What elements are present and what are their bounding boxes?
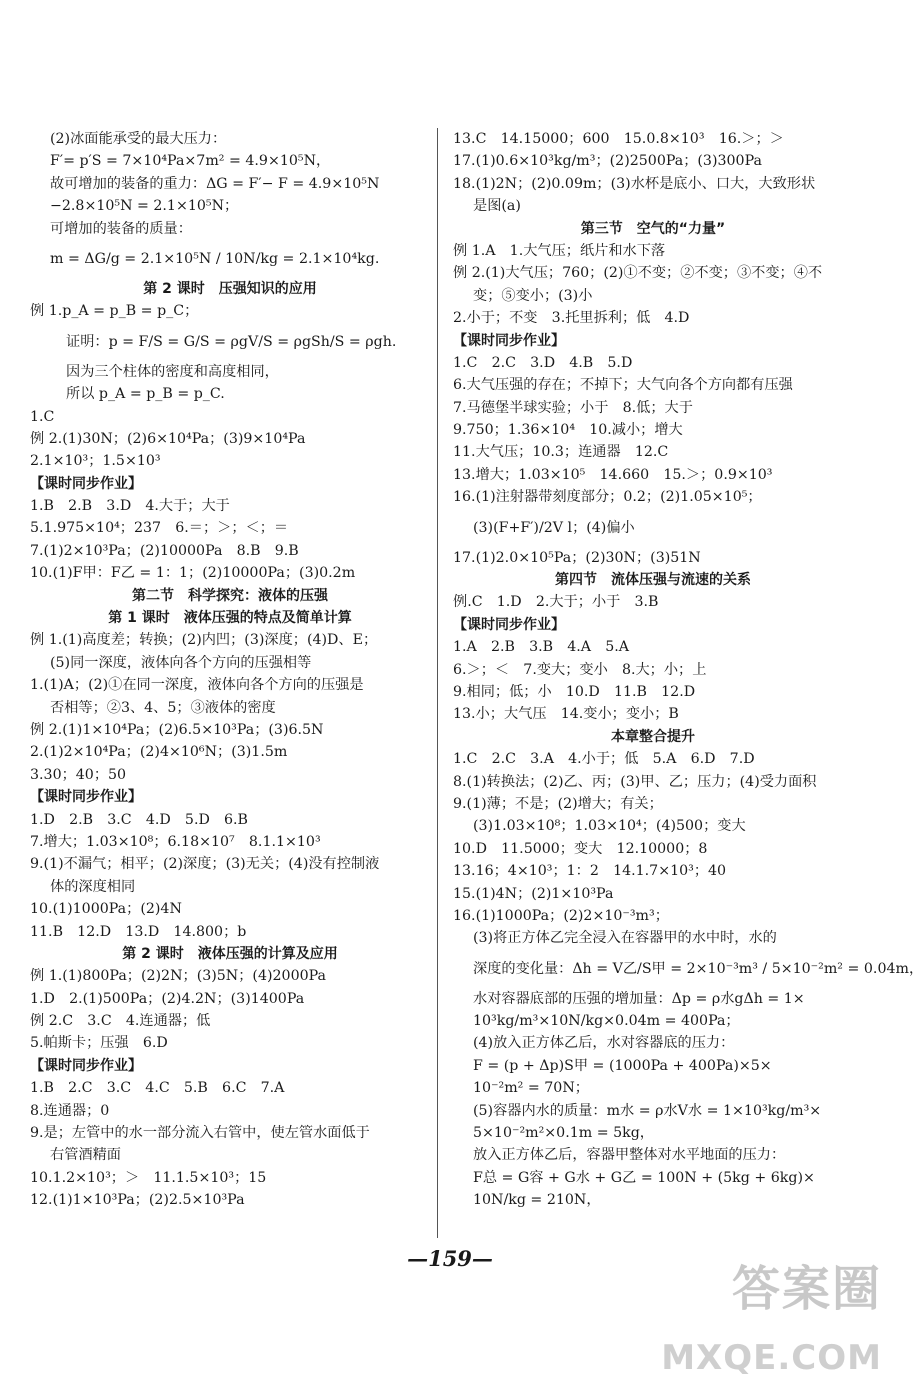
text-line: 变；⑤变小；(3)小 — [473, 287, 593, 304]
left-column — [30, 128, 430, 1212]
text-line: 例.C 1.D 2.大于；小于 3.B — [453, 594, 659, 611]
text-line: 水对容器底部的压强的增加量：Δp = ρ水gΔh = 1× — [473, 990, 805, 1007]
text-line: 11.大气压；10.3；连通器 12.C — [453, 444, 669, 461]
text-line: 2.1×10³；1.5×10³ — [30, 453, 161, 470]
text-line: (3)1.03×10⁸；1.03×10⁴；(4)500；变大 — [473, 818, 746, 835]
text-line: 5×10⁻²m²×0.1m = 5kg， — [473, 1125, 654, 1142]
section-heading: 第二节 科学探究：液体的压强 — [132, 587, 328, 604]
section-heading: 第 1 课时 液体压强的特点及简单计算 — [108, 610, 352, 627]
text-line: 因为三个柱体的密度和高度相同， — [66, 363, 279, 380]
text-line: 否相等；②3、4、5；③液体的密度 — [50, 699, 276, 716]
text-line: 1.C 2.C 3.A 4.小于；低 5.A 6.D 7.D — [453, 751, 755, 768]
text-line: (4)放入正方体乙后，水对容器底的压力： — [473, 1035, 735, 1052]
text-line: 1.B 2.C 3.C 4.C 5.B 6.C 7.A — [30, 1080, 285, 1097]
text-line: 13.增大；1.03×10⁵ 14.660 15.＞；0.9×10³ — [453, 466, 773, 483]
text-line: 9.(1)不漏气；相平；(2)深度；(3)无关；(4)没有控制液 — [30, 856, 380, 873]
text-line: 例 2.(1)大气压；760；(2)①不变；②不变；③不变；④不 — [453, 265, 823, 282]
text-line: 5.帕斯卡；压强 6.D — [30, 1035, 168, 1052]
text-line: 例 1.p_A = p_B = p_C； — [30, 303, 199, 320]
text-line: (3)将正方体乙完全浸入在容器甲的水中时，水的 — [473, 930, 777, 947]
watermark-site: MXQE.COM — [661, 1338, 882, 1378]
text-line: 例 1.A 1.大气压；纸片和水下落 — [453, 242, 666, 259]
text-line: 6.大气压强的存在；不掉下；大气向各个方向都有压强 — [453, 377, 793, 394]
section-heading: 第四节 流体压强与流速的关系 — [555, 572, 751, 589]
text-line: 13.C 14.15000；600 15.0.8×10³ 16.＞；＞ — [453, 131, 784, 147]
watermark-logo: 答案圈 — [731, 1261, 882, 1317]
text-line: F总 = G容 + G水 + G乙 = 100N + (5kg + 6kg)× — [473, 1169, 815, 1186]
text-line: 8.连通器；0 — [30, 1102, 110, 1119]
column-divider — [437, 128, 438, 1238]
formula-line: (3)(F+F′)/2V l；(4)偏小 — [473, 519, 635, 536]
text-line: 5.1.975×10⁴；237 6.＝；＞；＜；＝ — [30, 520, 289, 537]
text-line: 1.D 2.B 3.C 4.D 5.D 6.B — [30, 811, 248, 828]
text-line: 13.16；4×10³；1：2 14.1.7×10³；40 — [453, 863, 727, 880]
text-line: 1.D 2.(1)500Pa；(2)4.2N；(3)1400Pa — [30, 990, 305, 1007]
text-line: 16.(1)1000Pa；(2)2×10⁻³m³； — [453, 907, 669, 924]
text-line: 17.(1)0.6×10³kg/m³；(2)2500Pa；(3)300Pa — [453, 153, 762, 170]
text-line: 1.C — [30, 408, 55, 425]
text-line: 所以 p_A = p_B = p_C. — [66, 386, 225, 403]
text-line: 例 1.(1)高度差；转换；(2)内凹；(3)深度；(4)D、E； — [30, 632, 378, 649]
text-line: 7.(1)2×10³Pa；(2)10000Pa 8.B 9.B — [30, 542, 299, 559]
text-line: 10³kg/m³×10N/kg×0.04m = 400Pa； — [473, 1013, 740, 1030]
formula-line: 深度的变化量：Δh = V乙/S甲 = 2×10⁻³m³ / 5×10⁻²m² = 0.04m， — [473, 960, 923, 977]
text-line: 例 1.(1)800Pa；(2)2N；(3)5N；(4)2000Pa — [30, 968, 326, 985]
text-line: 9.(1)薄；不是；(2)增大；有关； — [453, 795, 663, 812]
text-line: F = (p + Δp)S甲 = (1000Pa + 400Pa)×5× — [473, 1057, 772, 1074]
text-line: 可增加的装备的质量： — [50, 220, 192, 237]
homework-heading: 【课时同步作业】 — [453, 332, 565, 349]
text-line: 9.是；左管中的水一部分流入右管中，使左管水面低于 — [30, 1125, 370, 1142]
text-line: 1.B 2.B 3.D 4.大于；大于 — [30, 498, 230, 515]
text-line: F′= p′S = 7×10⁴Pa×7m² = 4.9×10⁵N， — [50, 153, 331, 170]
text-line: 10.(1)1000Pa；(2)4N — [30, 901, 182, 918]
text-line: 是图(a) — [473, 198, 521, 215]
text-line: 12.(1)1×10³Pa；(2)2.5×10³Pa — [30, 1192, 245, 1209]
text-line: 13.小；大气压 14.变小；变小；B — [453, 706, 679, 723]
text-line: 1.A 2.B 3.B 4.A 5.A — [453, 639, 630, 656]
formula-line: m = ΔG/g = 2.1×10⁵N / 10N/kg = 2.1×10⁴kg. — [50, 250, 380, 267]
text-line: 18.(1)2N；(2)0.09m；(3)水杯是底小、口大，大致形状 — [453, 175, 816, 192]
text-line: 6.＞；＜ 7.变大；变小 8.大；小；上 — [453, 661, 707, 678]
text-line: (5)同一深度，液体向各个方向的压强相等 — [50, 654, 312, 671]
text-line: 1.(1)A；(2)①在同一深度，液体向各个方向的压强是 — [30, 677, 364, 694]
text-line: 体的深度相同 — [50, 878, 136, 895]
text-line: 16.(1)注射器带刻度部分；0.2；(2)1.05×10⁵； — [453, 489, 762, 506]
text-line: 10.1.2×10³；＞ 11.1.5×10³；15 — [30, 1169, 267, 1186]
homework-heading: 【课时同步作业】 — [30, 789, 142, 806]
text-line: 7.增大；1.03×10⁸；6.18×10⁷ 8.1.1×10³ — [30, 833, 321, 850]
text-line: 2.(1)2×10⁴Pa；(2)4×10⁶N；(3)1.5m — [30, 744, 288, 761]
homework-heading: 【课时同步作业】 — [30, 1057, 142, 1074]
text-line: 3.30；40；50 — [30, 766, 127, 783]
text-line: −2.8×10⁵N = 2.1×10⁵N； — [50, 198, 239, 215]
text-line: 例 2.C 3.C 4.连通器；低 — [30, 1013, 211, 1030]
text-line: 9.750；1.36×10⁴ 10.减小；增大 — [453, 422, 683, 439]
text-line: 15.(1)4N；(2)1×10³Pa — [453, 885, 614, 902]
text-line: 17.(1)2.0×10⁵Pa；(2)30N；(3)51N — [453, 549, 701, 566]
section-heading: 第 2 课时 液体压强的计算及应用 — [122, 945, 338, 962]
text-line: (2)冰面能承受的最大压力： — [50, 131, 227, 147]
formula-line: 证明：p = F/S = G/S = ρgV/S = ρgSh/S = ρgh. — [66, 333, 397, 350]
text-line: 故可增加的装备的重力：ΔG = F′− F = 4.9×10⁵N — [50, 175, 380, 192]
text-line: (5)容器内水的质量：m水 = ρ水V水 = 1×10³kg/m³× — [473, 1102, 822, 1119]
text-line: 右管酒精面 — [50, 1147, 121, 1164]
text-line: 7.马德堡半球实验；小于 8.低；大于 — [453, 399, 693, 416]
text-line: 10.(1)F甲：F乙 = 1：1；(2)10000Pa；(3)0.2m — [30, 565, 356, 582]
text-line: 1.C 2.C 3.D 4.B 5.D — [453, 354, 633, 371]
text-line: 11.B 12.D 13.D 14.800；b — [30, 923, 247, 940]
page-number: —159— — [407, 1246, 493, 1271]
text-line: 放入正方体乙后，容器甲整体对水平地面的压力： — [473, 1147, 786, 1164]
text-line: 例 2.(1)30N；(2)6×10⁴Pa；(3)9×10⁴Pa — [30, 430, 306, 447]
right-column — [453, 128, 923, 1212]
watermark — [661, 1250, 882, 1378]
section-heading: 第三节 空气的“力量” — [580, 220, 726, 237]
homework-heading: 【课时同步作业】 — [453, 616, 565, 633]
text-line: 8.(1)转换法；(2)乙、丙；(3)甲、乙；压力；(4)受力面积 — [453, 773, 817, 790]
text-line: 10N/kg = 210N， — [473, 1192, 601, 1209]
section-heading: 本章整合提升 — [611, 728, 695, 745]
text-line: 10⁻²m² = 70N； — [473, 1080, 589, 1097]
text-line: 10.D 11.5000；变大 12.10000；8 — [453, 840, 708, 857]
text-line: 例 2.(1)1×10⁴Pa；(2)6.5×10³Pa；(3)6.5N — [30, 721, 324, 738]
text-line: 2.小于；不变 3.托里拆利；低 4.D — [453, 310, 690, 327]
homework-heading: 【课时同步作业】 — [30, 475, 142, 492]
text-line: 9.相同；低；小 10.D 11.B 12.D — [453, 683, 696, 700]
section-heading: 第 2 课时 压强知识的应用 — [143, 280, 317, 297]
